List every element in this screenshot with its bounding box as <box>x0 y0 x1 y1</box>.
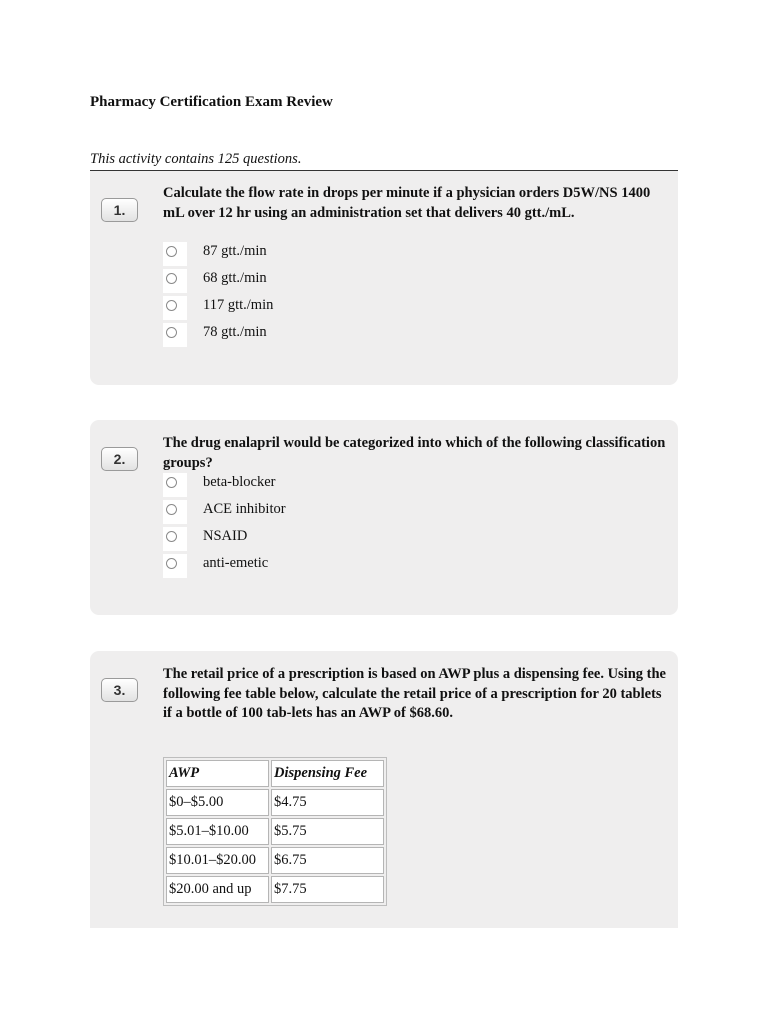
question-text: Calculate the flow rate in drops per minute if a physician orders D5W/NS 1400 mL over 12 hr using an administration set that delivers 40 gtt./mL. <box>163 185 651 221</box>
option-label: beta-blocker <box>203 474 276 490</box>
table-cell: $5.75 <box>271 818 384 845</box>
question-2 <box>90 420 678 615</box>
option-label: NSAID <box>203 528 248 544</box>
radio-cell <box>163 554 187 578</box>
answer-option[interactable] <box>163 500 463 527</box>
radio-cell <box>163 473 187 497</box>
option-label: 117 gtt./min <box>203 297 274 313</box>
option-label: 87 gtt./min <box>203 243 267 259</box>
answer-option[interactable] <box>163 296 463 323</box>
table-header-cell: AWP <box>166 760 269 787</box>
radio-cell <box>163 527 187 551</box>
table-cell: $5.01–$10.00 <box>166 818 269 845</box>
option-label: anti-emetic <box>203 555 269 571</box>
table-row <box>166 789 384 816</box>
answer-option[interactable] <box>163 323 463 350</box>
radio-cell <box>163 500 187 524</box>
radio-cell <box>163 269 187 293</box>
answer-option[interactable] <box>163 527 463 554</box>
table-cell: $20.00 and up <box>166 876 269 903</box>
radio-button[interactable] <box>166 300 177 311</box>
radio-cell <box>163 242 187 266</box>
table-cell: $10.01–$20.00 <box>166 847 269 874</box>
answer-option[interactable] <box>163 269 463 296</box>
radio-button[interactable] <box>166 477 177 488</box>
table-row <box>166 847 384 874</box>
answer-option[interactable] <box>163 473 463 500</box>
table-row <box>166 818 384 845</box>
answer-options <box>163 473 463 581</box>
fee-table <box>163 757 387 906</box>
table-cell: $7.75 <box>271 876 384 903</box>
option-label: 78 gtt./min <box>203 324 267 340</box>
page-title: Pharmacy Certification Exam Review <box>90 94 333 110</box>
question-text: The retail price of a prescription is based on AWP plus a dispensing fee. Using the following fee table below, calculate the retail price of a prescription for 20 tablets if a bottle of 100 tab-lets has an AWP of $68.60. <box>163 666 666 721</box>
option-label: 68 gtt./min <box>203 270 267 286</box>
answer-options <box>163 242 463 350</box>
table-cell: $4.75 <box>271 789 384 816</box>
question-text: The drug enalapril would be categorized into which of the following classification groups? <box>163 435 666 471</box>
radio-button[interactable] <box>166 327 177 338</box>
radio-button[interactable] <box>166 246 177 257</box>
activity-note: This activity contains 125 questions. <box>90 151 302 167</box>
table-header-row <box>166 760 384 787</box>
question-number-button[interactable]: 3. <box>101 678 138 702</box>
radio-cell <box>163 323 187 347</box>
question-1 <box>90 171 678 385</box>
table-header-cell: Dispensing Fee <box>271 760 384 787</box>
table-row <box>166 876 384 903</box>
radio-button[interactable] <box>166 273 177 284</box>
radio-button[interactable] <box>166 558 177 569</box>
question-number-button[interactable]: 2. <box>101 447 138 471</box>
answer-option[interactable] <box>163 242 463 269</box>
radio-cell <box>163 296 187 320</box>
radio-button[interactable] <box>166 504 177 515</box>
answer-option[interactable] <box>163 554 463 581</box>
question-3 <box>90 651 678 928</box>
question-number-button[interactable]: 1. <box>101 198 138 222</box>
table-cell: $6.75 <box>271 847 384 874</box>
table-cell: $0–$5.00 <box>166 789 269 816</box>
option-label: ACE inhibitor <box>203 501 286 517</box>
radio-button[interactable] <box>166 531 177 542</box>
